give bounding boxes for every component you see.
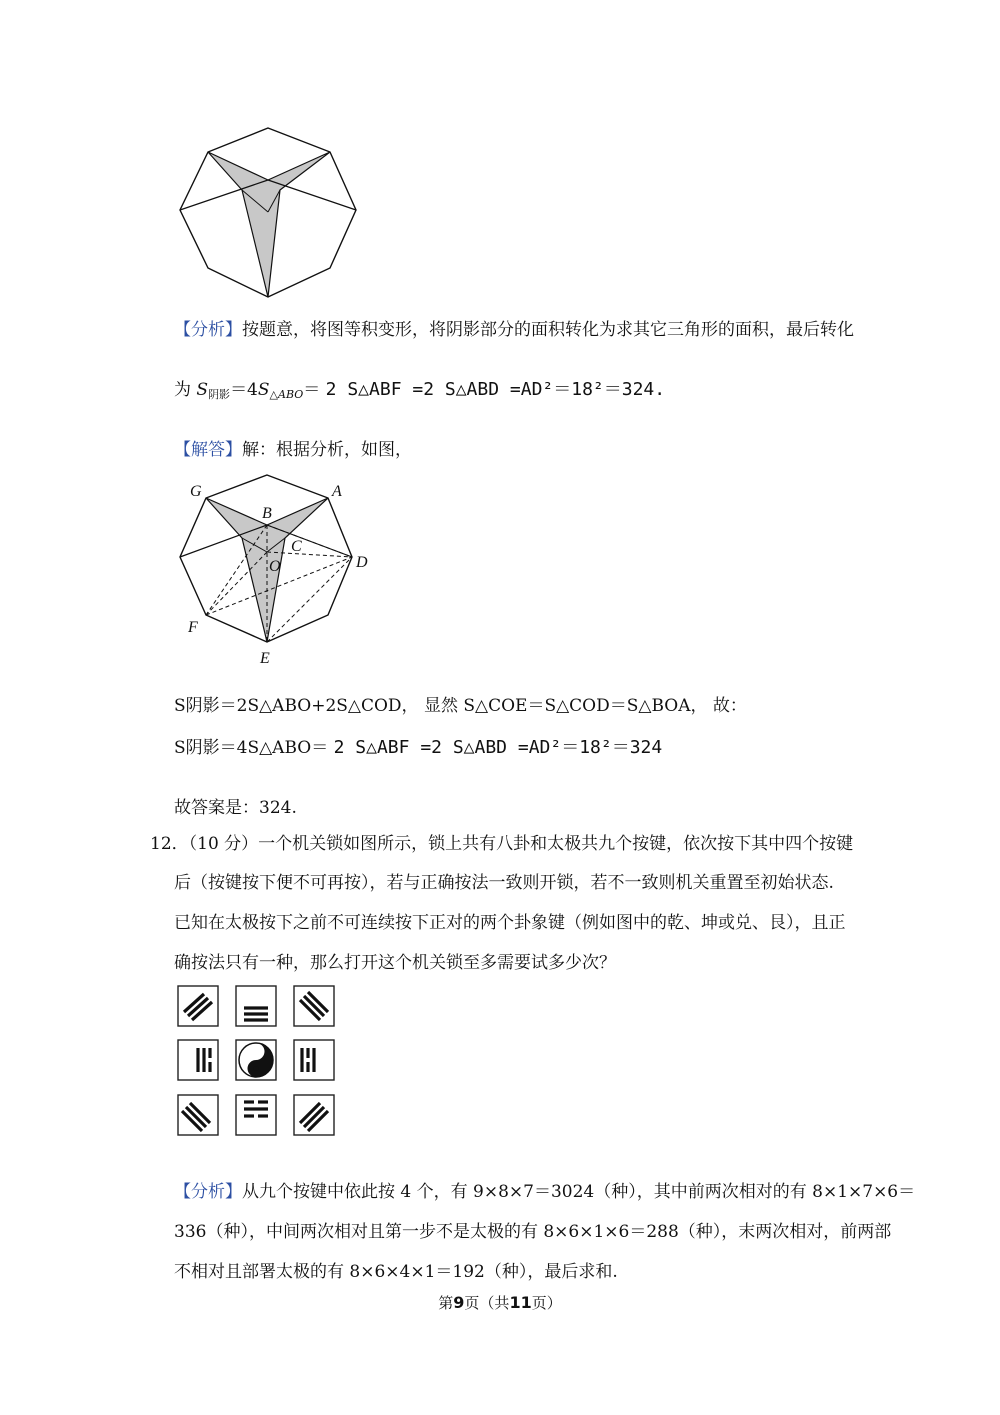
label-d: D bbox=[356, 554, 368, 571]
label-a: A bbox=[332, 483, 342, 500]
analysis-tag: 【分析】 bbox=[174, 320, 242, 340]
formula-eq1: ＝4 bbox=[230, 380, 258, 400]
problem-12-line-2: 后（按键按下便不可再按），若与正确按法一致则开锁，若不一致则机关重置至初始状态. bbox=[174, 873, 834, 893]
label-c: C bbox=[291, 538, 302, 555]
analysis2-line-1 bbox=[174, 1180, 915, 1204]
solution-text: 解：根据分析，如图， bbox=[242, 440, 412, 460]
footer-mid: 页（共 bbox=[464, 1294, 510, 1312]
footer-post: 页） bbox=[531, 1294, 562, 1312]
analysis2-line-2: 336（种），中间两次相对且第一步不是太极的有 8×6×1×6＝288（种），末两次相对，前两部 bbox=[174, 1222, 892, 1242]
formula-s: S bbox=[196, 380, 209, 400]
formula-s2: S bbox=[257, 380, 270, 400]
solution-line-b-tail: 2 S△ABF =2 S△ABD =AD²＝18²＝324 bbox=[333, 737, 663, 758]
analysis-text: 按题意，将图等积变形，将阴影部分的面积转化为求其它三角形的面积，最后转化 bbox=[242, 320, 854, 340]
octagon-figure bbox=[170, 120, 370, 305]
analysis-paragraph bbox=[174, 318, 854, 342]
analysis-formula bbox=[174, 378, 665, 404]
footer-page-number: 9 bbox=[453, 1293, 465, 1312]
solution-tag: 【解答】 bbox=[174, 440, 242, 460]
analysis2-line-3: 不相对且部署太极的有 8×6×4×1＝192（种），最后求和. bbox=[174, 1262, 618, 1282]
page-footer bbox=[0, 1292, 1000, 1313]
answer-line: 故答案是：324. bbox=[174, 798, 297, 818]
bagua-lock-grid bbox=[174, 982, 344, 1147]
problem-12-line-4: 确按法只有一种，那么打开这个机关锁至多需要试多少次？ bbox=[174, 953, 616, 973]
label-g: G bbox=[190, 483, 202, 500]
solution-line-b-prefix: S阴影＝4S△ABO＝ bbox=[174, 738, 329, 758]
formula-sub2: △ABO bbox=[269, 388, 304, 401]
solution-paragraph bbox=[174, 438, 412, 462]
formula-prefix: 为 bbox=[174, 380, 191, 400]
footer-total-pages: 11 bbox=[509, 1293, 532, 1312]
footer-pre: 第 bbox=[438, 1294, 454, 1312]
formula-sub: 阴影 bbox=[208, 388, 231, 401]
formula-eq2: ＝ bbox=[303, 380, 321, 400]
problem-12-line-1: 12．（10 分）一个机关锁如图所示，锁上共有八卦和太极共九个按键，依次按下其中四个按键 bbox=[150, 834, 854, 854]
label-o: O bbox=[269, 558, 281, 575]
solution-line-b bbox=[174, 736, 662, 760]
analysis2-tag: 【分析】 bbox=[174, 1182, 242, 1202]
analysis2-text-1: 从九个按键中依此按 4 个，有 9×8×7＝3024（种），其中前两次相对的有 8×1×7×6＝ bbox=[242, 1182, 916, 1202]
label-e: E bbox=[260, 650, 270, 667]
formula-tail: 2 S△ABF =2 S△ABD =AD²＝18²＝324. bbox=[325, 379, 666, 400]
label-f: F bbox=[188, 619, 198, 636]
octagon-labeled-figure bbox=[170, 470, 390, 670]
label-b: B bbox=[262, 505, 272, 522]
taiji-icon bbox=[239, 1043, 273, 1077]
problem-12-line-3: 已知在太极按下之前不可连续按下正对的两个卦象键（例如图中的乾、坤或兑、艮），且正 bbox=[174, 913, 846, 933]
solution-line-a: S阴影＝2S△ABO+2S△COD， 显然 S△COE＝S△COD＝S△BOA， 故： bbox=[174, 696, 747, 716]
